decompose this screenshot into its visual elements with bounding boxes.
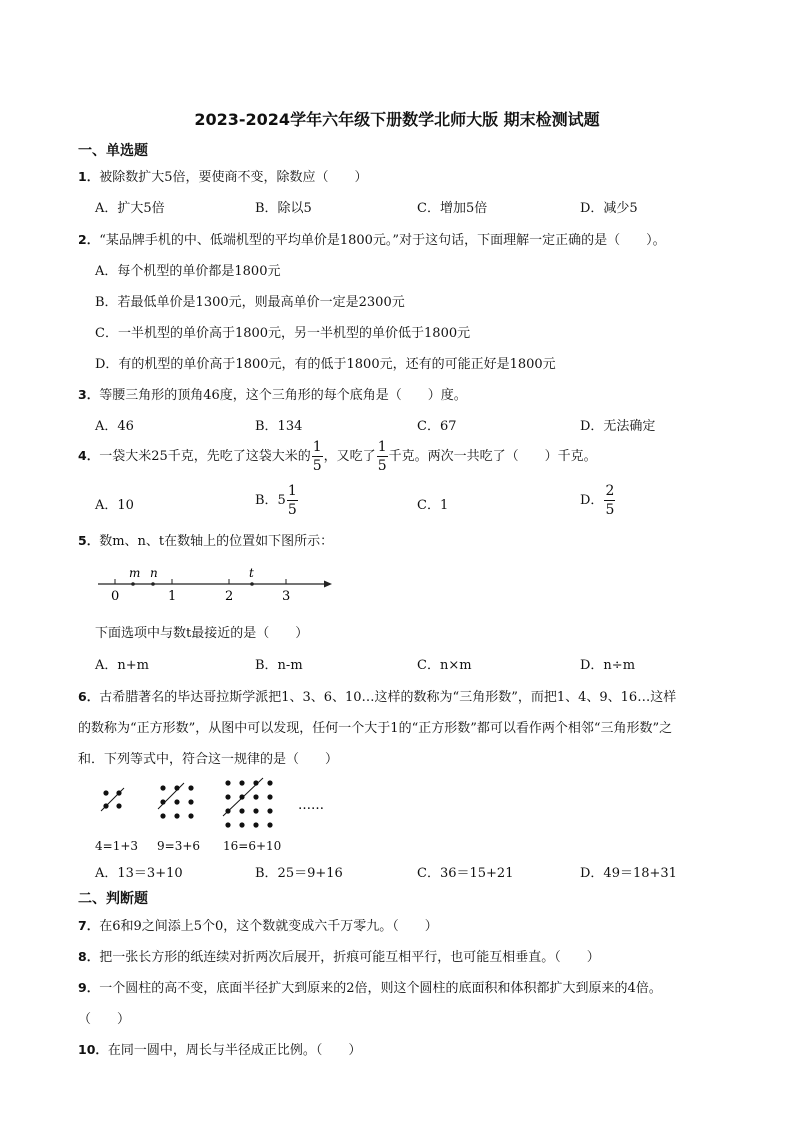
question-4: [78, 440, 597, 473]
question-5-subprompt: 下面选项中与数t最接近的是（ ）: [95, 626, 309, 641]
question-6-line-2: 的数称为“正方形数”，从图中可以发现，任何一个大于1的“正方形数”都可以看作两个相邻“三角形数”之: [78, 721, 673, 736]
tick-label-3: 3: [282, 589, 291, 604]
option-c[interactable]: C．67: [417, 419, 457, 434]
option-a[interactable]: A．n+m: [95, 658, 149, 673]
tick-label-2: 2: [225, 589, 234, 604]
caption-9: 9=3+6: [157, 839, 201, 853]
fraction-numerator: 1: [377, 439, 387, 455]
question-5-options: [95, 654, 735, 674]
question-6-options: [95, 862, 735, 882]
question-text: 在6和9之间添上5个0，这个数就变成六千万零九。（ ）: [99, 919, 438, 934]
point-label-t: t: [249, 566, 254, 580]
question-1: [78, 166, 367, 185]
option-a[interactable]: A．46: [95, 419, 134, 434]
question-number: 7．: [78, 918, 100, 933]
point-m-dot: [131, 582, 135, 586]
fraction-numerator: 1: [287, 483, 297, 499]
option-d[interactable]: D．无法确定: [580, 419, 656, 434]
question-6-line-3: 和．下列等式中，符合这一规律的是（ ）: [78, 752, 339, 767]
fraction-denominator: 5: [287, 502, 297, 518]
question-5: [78, 530, 333, 549]
fraction: [604, 484, 615, 517]
point-t-dot: [250, 582, 254, 586]
option-c[interactable]: C．n×m: [417, 658, 472, 673]
question-9-answer-paren[interactable]: （ ）: [78, 1012, 131, 1027]
question-7: [78, 915, 438, 934]
question-9: [78, 977, 662, 996]
question-number: 8．: [78, 949, 100, 964]
option-d[interactable]: D．有的机型的单价高于1800元，有的低于1800元，还有的可能正好是1800元: [95, 357, 556, 372]
question-text: 等腰三角形的顶角46度，这个三角形的每个底角是（ ）度。: [99, 388, 467, 403]
option-b[interactable]: B．除以5: [255, 201, 312, 216]
question-number: 3．: [78, 387, 100, 402]
option-b[interactable]: B．若最低单价是1300元，则最高单价一定是2300元: [95, 295, 405, 310]
option-c[interactable]: C．1: [417, 498, 449, 513]
question-text: 把一张长方形的纸连续对折两次后展开，折痕可能互相平行，也可能互相垂直。（ ）: [99, 950, 600, 965]
option-b[interactable]: B．n-m: [255, 658, 303, 673]
option-b-whole: B．5: [255, 493, 286, 508]
question-text-part: 一袋大米25千克，先吃了这袋大米的: [99, 449, 311, 464]
option-b[interactable]: [255, 484, 299, 517]
question-text: 数m、n、t在数轴上的位置如下图所示：: [99, 534, 334, 549]
number-line-figure: [92, 562, 337, 606]
option-d[interactable]: D．减少5: [580, 201, 638, 216]
question-8: [78, 946, 600, 965]
option-a[interactable]: A．扩大5倍: [95, 201, 165, 216]
option-d-label: D．: [580, 493, 604, 508]
section-heading-true-false: 二、判断题: [78, 891, 148, 907]
option-c[interactable]: C．一半机型的单价高于1800元，另一半机型的单价低于1800元: [95, 326, 471, 341]
arrow-head-icon: [324, 581, 332, 588]
option-b[interactable]: B．25＝9+16: [255, 866, 343, 881]
option-b[interactable]: B．134: [255, 419, 303, 434]
question-text: 被除数扩大5倍，要使商不变，除数应（ ）: [99, 170, 368, 185]
question-text-part: 千克。两次一共吃了（ ）千克。: [388, 449, 597, 464]
fraction: [377, 440, 388, 473]
question-10: [78, 1039, 361, 1058]
fraction: [312, 440, 323, 473]
tick-label-1: 1: [168, 589, 177, 604]
question-1-options: [95, 197, 735, 217]
option-c[interactable]: C．36＝15+21: [417, 866, 514, 881]
question-text: 一个圆柱的高不变，底面半径扩大到原来的2倍，则这个圆柱的底面积和体积都扩大到原来的4倍。: [99, 981, 662, 996]
option-d[interactable]: [580, 484, 616, 517]
fraction-numerator: 1: [312, 439, 322, 455]
point-n-dot: [151, 582, 155, 586]
option-d[interactable]: D．49＝18+31: [580, 866, 677, 881]
question-number: 6．: [78, 689, 100, 704]
option-a[interactable]: A．10: [95, 498, 134, 513]
question-number: 9．: [78, 980, 100, 995]
option-a[interactable]: A．13＝3+10: [95, 866, 183, 881]
option-d[interactable]: D．n÷m: [580, 658, 636, 673]
question-text: “某品牌手机的中、低端机型的平均单价是1800元。”对于这句话，下面理解一定正确的是（ ）。: [99, 233, 666, 248]
fraction-denominator: 5: [377, 458, 387, 474]
question-text-part: ，又吃了: [323, 449, 376, 464]
option-c[interactable]: C．增加5倍: [417, 201, 488, 216]
dots-2x2: [101, 788, 124, 811]
question-text: 在同一圆中，周长与半径成正比例。（ ）: [107, 1043, 362, 1058]
ellipsis: ……: [298, 798, 324, 813]
question-number: 5．: [78, 533, 100, 548]
question-3-options: [95, 415, 735, 435]
question-6-line-1: [78, 686, 676, 705]
point-label-m: m: [129, 566, 141, 580]
caption-4: 4=1+3: [95, 839, 139, 853]
section-heading-single-choice: 一、单选题: [78, 143, 148, 159]
dots-4x4: [223, 778, 273, 828]
caption-16: 16=6+10: [223, 839, 282, 853]
question-number: 10．: [78, 1042, 108, 1057]
question-text: 古希腊著名的毕达哥拉斯学派把1、3、6、10…这样的数称为“三角形数”，而把1、4、9、16…这样: [99, 690, 677, 705]
question-number: 2．: [78, 232, 100, 247]
fraction-denominator: 5: [312, 458, 322, 474]
option-a[interactable]: A．每个机型的单价都是1800元: [95, 264, 281, 279]
page-title: 2023-2024学年六年级下册数学北师大版 期末检测试题: [194, 110, 600, 129]
question-4-options: [95, 484, 735, 524]
point-label-n: n: [150, 566, 158, 580]
tick-label-0: 0: [111, 589, 120, 604]
question-number: 4．: [78, 448, 100, 463]
fraction-denominator: 5: [605, 502, 615, 518]
fraction-numerator: 2: [605, 483, 615, 499]
square-numbers-figure: [92, 776, 352, 834]
question-2: [78, 229, 666, 248]
fraction: [287, 484, 298, 517]
question-3: [78, 384, 467, 403]
question-number: 1．: [78, 169, 100, 184]
dots-3x3: [158, 783, 194, 819]
